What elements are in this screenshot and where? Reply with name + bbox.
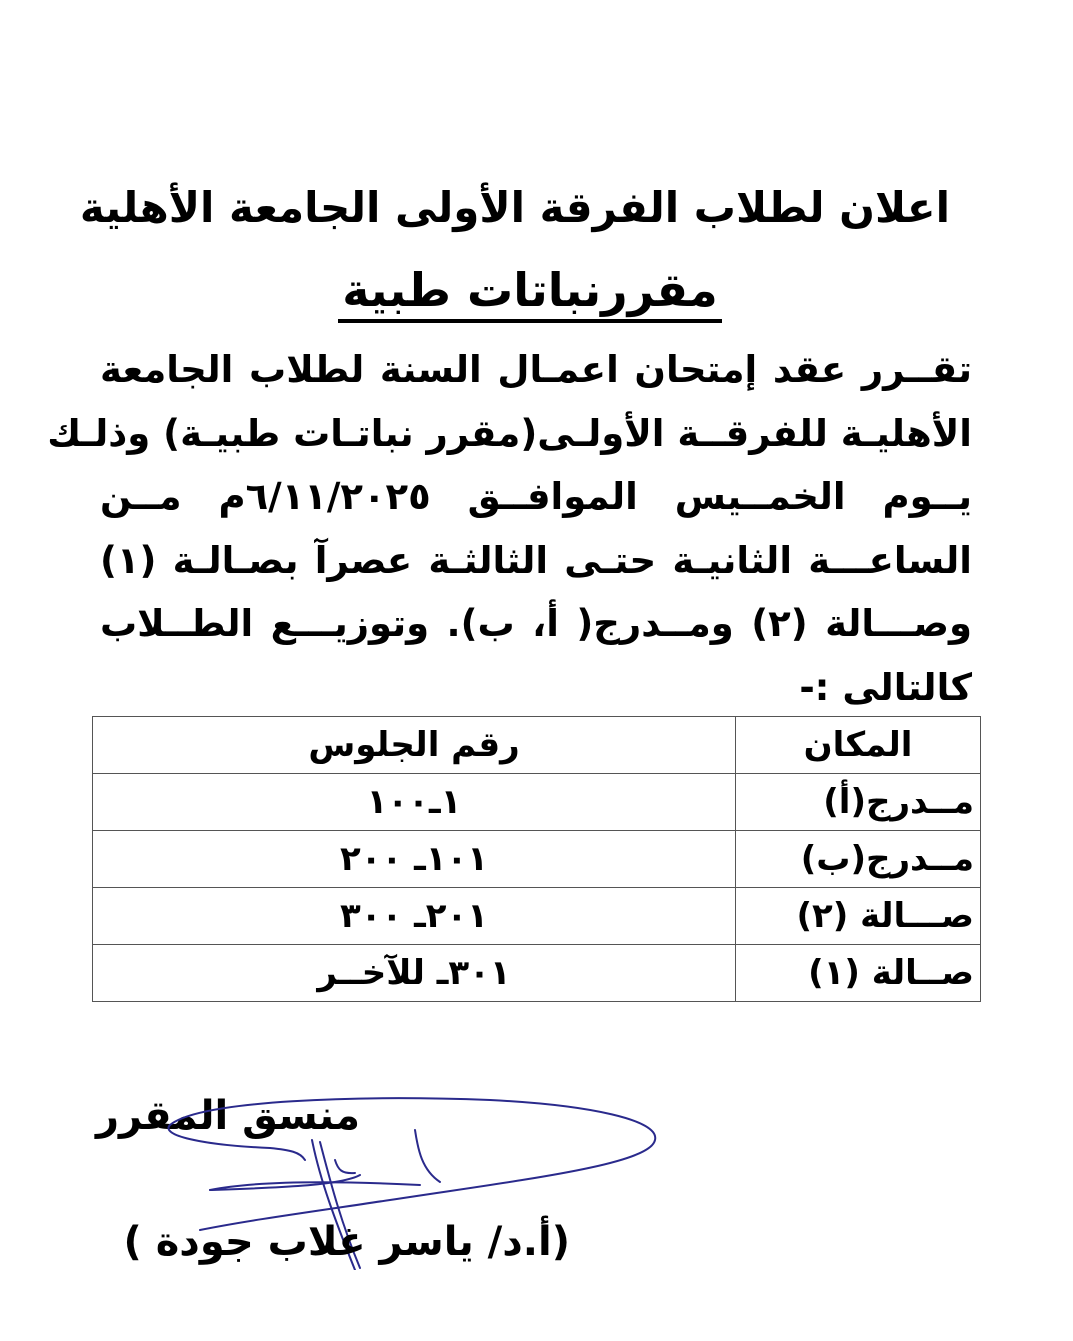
cell-place: مــدرج(ب) bbox=[736, 831, 981, 888]
cell-place: صـــالة (٢) bbox=[736, 888, 981, 945]
cell-place: مــدرج(أ) bbox=[736, 774, 981, 831]
cell-seat-numbers: ٢٠١ـ ٣٠٠ bbox=[93, 888, 736, 945]
cell-seat-numbers: ٣٠١ـ للآخــر bbox=[93, 945, 736, 1002]
table-row bbox=[93, 831, 981, 888]
body-line: الأهليـة للفرقــة الأولـى(مقرر نباتـات طبيـة) وذلـك bbox=[47, 411, 972, 455]
seating-distribution-table bbox=[92, 716, 981, 1002]
table-header-row bbox=[93, 717, 981, 774]
signatory-name: (أ.د/ ياسر غلاب جودة ) bbox=[123, 1219, 570, 1265]
announcement-title: اعلان لطلاب الفرقة الأولى الجامعة الأهلية bbox=[79, 183, 950, 232]
body-line: تقــرر عقد إمتحان اعمـال السنة لطلاب الجامعة bbox=[100, 348, 972, 391]
cell-seat-numbers: ١٠١ـ ٢٠٠ bbox=[93, 831, 736, 888]
course-subtitle-text: مقررنباتات طبية bbox=[338, 263, 722, 323]
body-line: يــوم الخمــيس الموافــق ٦/١١/٢٠٢٥م مــن bbox=[100, 475, 972, 518]
header-seat-numbers: رقم الجلوس bbox=[93, 717, 736, 774]
body-line: كالتالى :- bbox=[799, 665, 972, 709]
announcement-body bbox=[47, 338, 972, 719]
cell-seat-numbers: ١ـ١٠٠ bbox=[93, 774, 736, 831]
table-row bbox=[93, 888, 981, 945]
body-line: وصـــالة (٢) ومــدرج( أ، ب). وتوزيـــع الطــلاب bbox=[100, 602, 972, 645]
table-row bbox=[93, 774, 981, 831]
header-place: المكان bbox=[736, 717, 981, 774]
signatory-role: منسق المقرر bbox=[95, 1093, 360, 1139]
table-row bbox=[93, 945, 981, 1002]
body-line: الساعـــة الثانيـة حتـى الثالثـة عصرآ بصـالـة (١) bbox=[100, 538, 972, 582]
course-subtitle bbox=[300, 255, 760, 325]
cell-place: صــالة (١) bbox=[736, 945, 981, 1002]
